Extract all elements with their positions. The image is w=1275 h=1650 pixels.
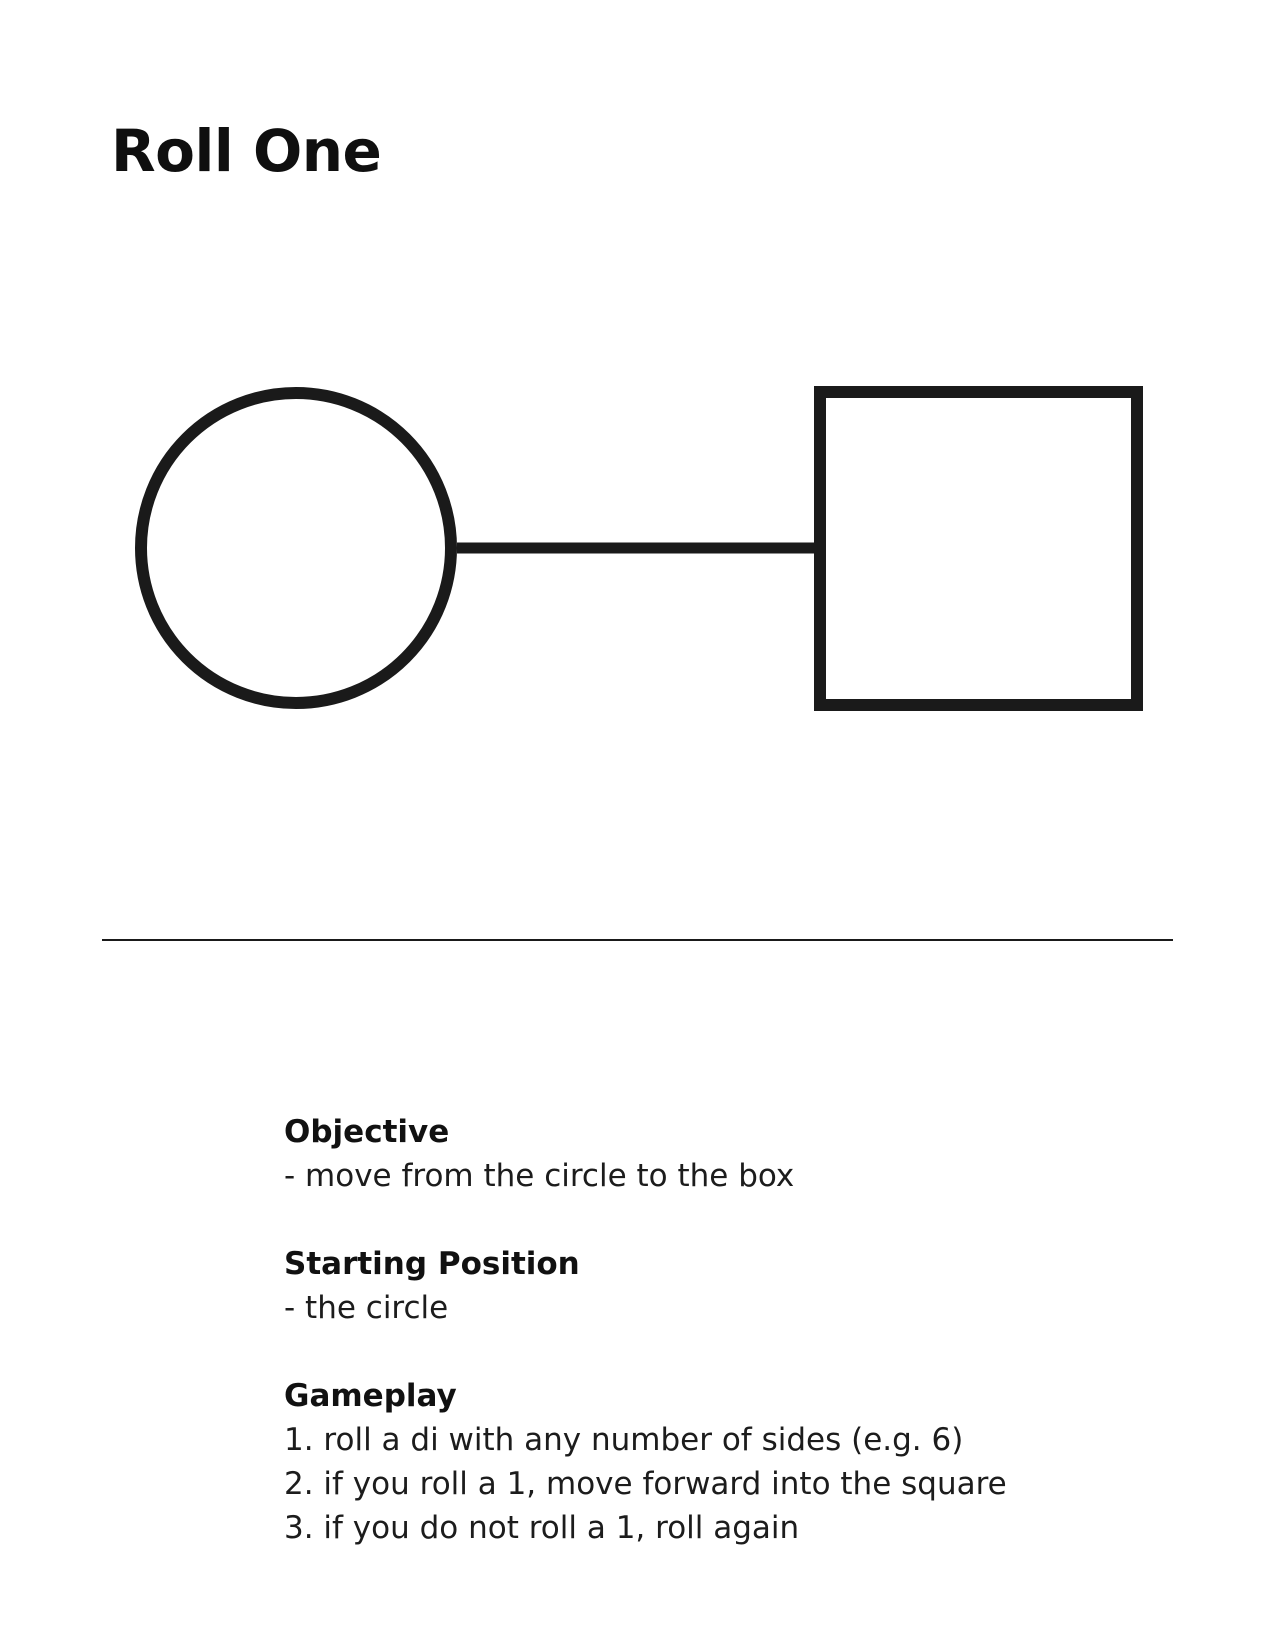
section-divider: [102, 939, 1173, 941]
page-title: Roll One: [111, 117, 382, 185]
objective-heading: Objective: [284, 1114, 450, 1150]
gameplay-section: [284, 1374, 1184, 1550]
end-square-space: [820, 392, 1137, 705]
gameplay-step-2: 2. if you roll a 1, move forward into the square: [284, 1466, 1007, 1502]
objective-section: [284, 1110, 1184, 1198]
gameplay-step-3: 3. if you do not roll a 1, roll again: [284, 1510, 800, 1546]
game-board: [0, 0, 1275, 800]
gameplay-heading: Gameplay: [284, 1378, 457, 1414]
gameplay-step-1: 1. roll a di with any number of sides (e.g. 6): [284, 1422, 964, 1458]
starting-position-section: [284, 1242, 1184, 1330]
objective-line: - move from the circle to the box: [284, 1158, 795, 1194]
starting-position-line: - the circle: [284, 1290, 449, 1326]
starting-position-heading: Starting Position: [284, 1246, 580, 1282]
start-circle-space: [141, 393, 451, 703]
rules-panel: [284, 1110, 1184, 1594]
